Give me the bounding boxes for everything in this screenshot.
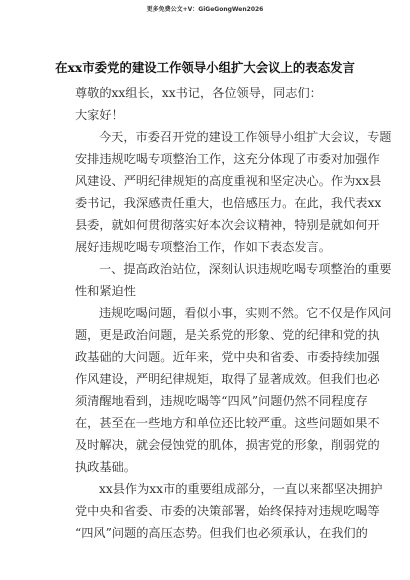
paragraph-line: 执政基础。 [75,460,136,474]
paragraph-line: 政基础的大问题。近年来，党中央和省委、市委持续加强 [75,350,380,364]
paragraph-line: 安排违规吃喝专项整治工作，这充分体现了市委对加强作 [75,152,380,166]
paragraph-line: 今天，市委召开党的建设工作领导小组扩大会议，专题 [99,130,392,144]
section-heading-line: 性和紧迫性 [75,284,136,298]
header-note: 更多免费公文+V：GiGeGongWen2026 [146,6,264,13]
paragraph-line: 党中央和省委、市委的决策部署，始终保持对违规吃喝等 [75,504,380,518]
paragraph-line: 县委，就如何贯彻落实好本次会议精神，特别是就如何开 [75,218,380,232]
paragraph-line: 题，更是政治问题，是关系党的形象、党的纪律和党的执 [75,328,380,342]
document-title: 在xx市委党的建设工作领导小组扩大会议上的表态发言 [55,60,355,75]
paragraph-line: 展好违规吃喝专项整治工作，作如下表态发言。 [75,240,331,254]
section-heading-line: 一、提高政治站位，深刻认识违规吃喝专项整治的重要 [99,262,392,276]
paragraph-line: 及时解决，就会侵蚀党的肌体，损害党的形象，削弱党的 [75,438,380,452]
paragraph-line: xx县作为xx市的重要组成部分，一直以来都坚决拥护 [99,482,383,496]
paragraph-line: 风建设、严明纪律规矩的高度重视和坚定决心。作为xx县 [75,174,382,188]
salutation-line: 尊敬的xx组长，xx书记，各位领导，同志们： [75,86,322,100]
paragraph-line: 在，甚至在一些地方和单位还比较严重。这些问题如果不 [75,416,380,430]
paragraph-line: “四风”问题的高压态势。但我们也必须承认，在我们的 [75,526,368,540]
paragraph-line: 委书记，我深感责任重大，也倍感压力。在此，我代表xx [75,196,382,210]
greeting-line: 大家好！ [75,108,124,122]
paragraph-line: 须清醒地看到，违规吃喝等“四风”问题仍然不同程度存 [75,394,368,408]
paragraph-line: 作风建设，严明纪律规矩，取得了显著成效。但我们也必 [75,372,380,386]
paragraph-line: 违规吃喝问题，看似小事，实则不然。它不仅是作风问 [99,306,392,320]
document-body [75,82,392,544]
